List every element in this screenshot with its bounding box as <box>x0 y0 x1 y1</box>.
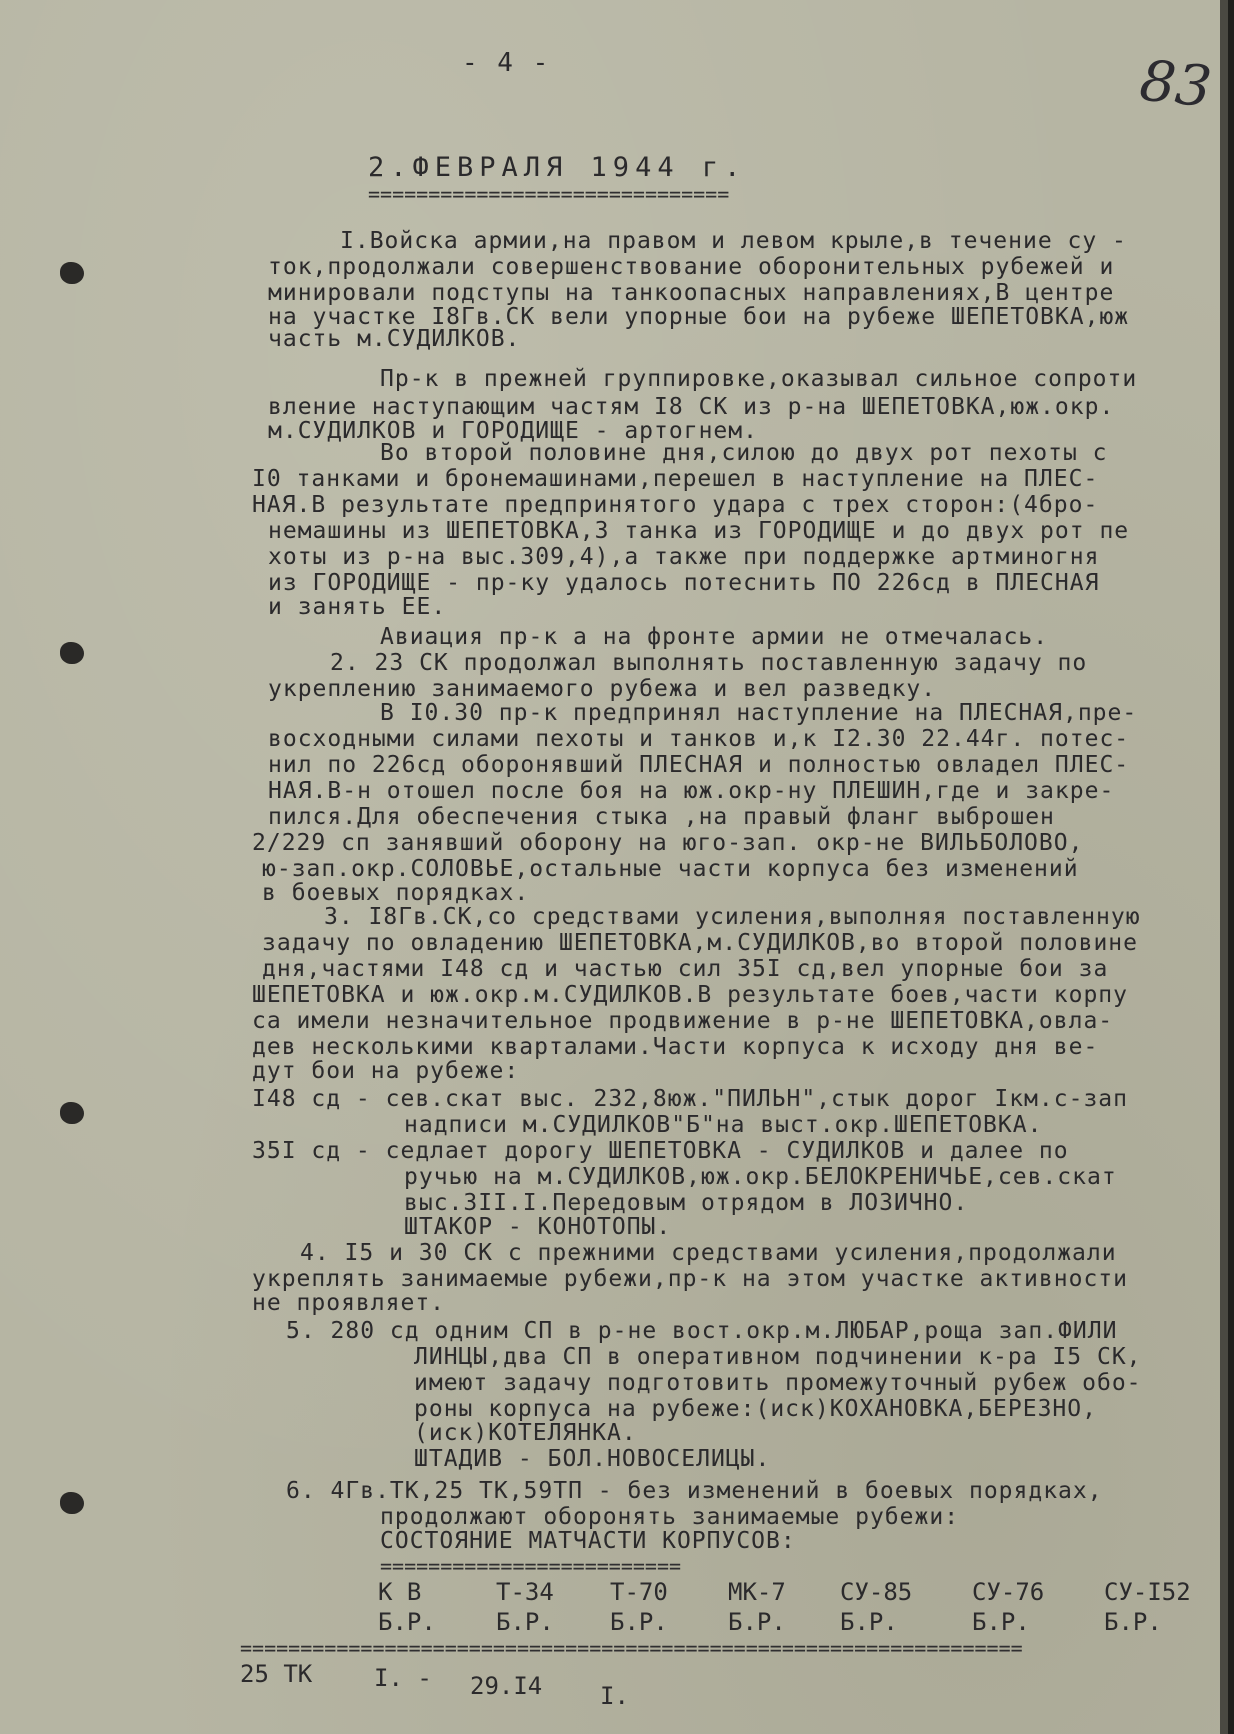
text-line: и занять ЕЕ. <box>268 594 447 620</box>
text-line: укреплять занимаемые рубежи,пр-к на этом участке активности <box>252 1266 1128 1292</box>
page-number: - 4 - <box>462 48 551 78</box>
text-line: 6. 4Гв.ТК,25 ТК,59ТП - без изменений в боевых порядках, <box>286 1478 1103 1504</box>
table-header-row <box>0 1578 1228 1606</box>
text-line: (иск)КОТЕЛЯНКА. <box>414 1420 637 1446</box>
text-line: ЛИНЦЫ,два СП в оперативном подчинении к-ра I5 СК, <box>414 1344 1142 1370</box>
text-line: дня,частями I48 сд и частью сил 35I сд,вел упорные бои за <box>262 956 1109 982</box>
text-line: I0 танками и бронемашинами,перешел в наступление на ПЛЕС- <box>252 466 1099 492</box>
column-header: Т-34 <box>496 1578 554 1606</box>
column-header: СУ-I52 <box>1104 1578 1191 1606</box>
text-line: НАЯ.В-н отошел после боя на юж.окр-ну ПЛЕШИН,где и закре- <box>268 778 1115 804</box>
binding-hole <box>60 262 84 284</box>
text-line: ток,продолжали совершенствование оборонительных рубежей и <box>268 254 1115 280</box>
text-line: Во второй половине дня,силою до двух рот пехоты с <box>380 440 1108 466</box>
text-line: надписи м.СУДИЛКОВ"Б"на выст.окр.ШЕПЕТОВКА. <box>404 1112 1043 1138</box>
text-line: пился.Для обеспечения стыка ,на правый фланг выброшен <box>268 804 1055 830</box>
text-line: минировали подступы на танкоопасных направлениях,В центре <box>268 280 1115 306</box>
column-subheader: Б.Р. <box>496 1608 554 1636</box>
text-line: из ГОРОДИЩЕ - пр-ку удалось потеснить ПО 226сд в ПЛЕСНАЯ <box>268 570 1100 596</box>
text-line: 2/229 сп занявший оборону на юго-зап. окр-не ВИЛЬБОЛОВО, <box>252 830 1084 856</box>
column-header: СУ-85 <box>840 1578 913 1606</box>
text-line: 3. I8Гв.СК,со средствами усиления,выполняя поставленную <box>324 904 1141 930</box>
text-line: 5. 280 сд одним СП в р-не вост.окр.м.ЛЮБАР,роща зап.ФИЛИ <box>286 1318 1118 1344</box>
text-line: роны корпуса на рубеже:(иск)КОХАНОВКА,БЕРЕЗНО, <box>414 1396 1097 1422</box>
text-line: Авиация пр-к а на фронте армии не отмечалась. <box>380 624 1049 650</box>
text-line: имеют задачу подготовить промежуточный рубеж обо- <box>414 1370 1142 1396</box>
archive-sheet-number: 83 <box>1136 48 1215 121</box>
column-header: СУ-76 <box>972 1578 1045 1606</box>
text-line: продолжают оборонять занимаемые рубежи: <box>380 1504 960 1530</box>
binding-hole <box>60 1102 84 1124</box>
column-subheader: Б.Р. <box>378 1608 436 1636</box>
text-line: СОСТОЯНИЕ МАТЧАСТИ КОРПУСОВ: <box>380 1528 796 1554</box>
text-line: не проявляет. <box>252 1290 446 1316</box>
text-line: I48 сд - сев.скат выс. 232,8юж."ПИЛЬН",стык дорог Iкм.с-зап <box>252 1086 1128 1112</box>
column-subheader: Б.Р. <box>728 1608 786 1636</box>
page-edge-shadow <box>1220 0 1228 1734</box>
text-line: восходными силами пехоты и танков и,к I2.30 22.44г. потес- <box>268 726 1130 752</box>
text-line: ШЕПЕТОВКА и юж.окр.м.СУДИЛКОВ.В результате боев,части корпу <box>252 982 1128 1008</box>
column-subheader: Б.Р. <box>840 1608 898 1636</box>
text-line: ю-зап.окр.СОЛОВЬЕ,остальные части корпуса без изменений <box>262 856 1079 882</box>
text-line: выс.3II.I.Передовым отрядом в ЛОЗИЧНО. <box>404 1190 969 1216</box>
text-line: немашины из ШЕПЕТОВКА,3 танка из ГОРОДИЩЕ и до двух рот пе <box>268 518 1130 544</box>
value-cell: I. - <box>374 1664 432 1692</box>
text-line: Пр-к в прежней группировке,оказывал сильное сопроти <box>380 366 1138 392</box>
binding-hole <box>60 1492 84 1514</box>
text-line: дев несколькими кварталами.Части корпуса к исходу дня ве- <box>252 1034 1099 1060</box>
text-line: укреплению занимаемого рубежа и вел разведку. <box>268 676 937 702</box>
text-line: 4. I5 и 30 СК с прежними средствами усиления,продолжали <box>300 1240 1117 1266</box>
text-line: на участке I8Гв.СК вели упорные бои на рубеже ШЕПЕТОВКА,юж <box>268 304 1130 330</box>
column-header: К В <box>378 1578 422 1606</box>
text-line: В I0.30 пр-к предпринял наступление на ПЛЕСНАЯ,пре- <box>380 700 1138 726</box>
text-line: ШТАКОР - КОНОТОПЫ. <box>404 1214 672 1240</box>
text-line: ручью на м.СУДИЛКОВ,юж.окр.БЕЛОКРЕНИЧЬЕ,сев.скат <box>404 1164 1117 1190</box>
column-subheader: Б.Р. <box>1104 1608 1162 1636</box>
text-line: 2. 23 СК продолжал выполнять поставленную задачу по <box>330 650 1088 676</box>
column-subheader: Б.Р. <box>972 1608 1030 1636</box>
text-line: м.СУДИЛКОВ и ГОРОДИЩЕ - артогнем. <box>268 418 758 444</box>
section-underline: ========================= <box>380 1558 682 1574</box>
text-line: вление наступающим частям I8 СК из р-на ШЕПЕТОВКА,юж.окр. <box>268 394 1115 420</box>
heading-underline: ============================== <box>368 186 730 202</box>
text-line: 35I сд - седлает дорогу ШЕПЕТОВКА - СУДИЛКОВ и далее по <box>252 1138 1069 1164</box>
text-line: дут бои на рубеже: <box>252 1058 520 1084</box>
value-cell: 29.I4 <box>470 1672 543 1700</box>
text-line: хоты из р-на выс.309,4),а также при поддержке артминогня <box>268 544 1100 570</box>
unit-cell: 25 ТК <box>240 1660 313 1688</box>
column-subheader: Б.Р. <box>610 1608 668 1636</box>
table-subheader-row <box>0 1608 1228 1636</box>
text-line: нил по 226сд оборонявший ПЛЕСНАЯ и полностью овладел ПЛЕС- <box>268 752 1130 778</box>
column-header: МК-7 <box>728 1578 786 1606</box>
text-line: часть м.СУДИЛКОВ. <box>268 326 521 352</box>
text-line: ШТАДИВ - БОЛ.НОВОСЕЛИЦЫ. <box>414 1446 771 1472</box>
value-cell: I. <box>600 1682 629 1710</box>
table-rule: ================================================================= <box>240 1640 1023 1656</box>
table-row <box>0 1660 1228 1720</box>
text-line: I.Войска армии,на правом и левом крыле,в течение су - <box>340 228 1127 254</box>
binding-hole <box>60 642 84 664</box>
text-line: задачу по овладению ШЕПЕТОВКА,м.СУДИЛКОВ,во второй половине <box>262 930 1138 956</box>
column-header: Т-70 <box>610 1578 668 1606</box>
text-line: НАЯ.В результате предпринятого удара с трех сторон:(4бро- <box>252 492 1099 518</box>
date-heading: 2.ФЕВРАЛЯ 1944 г. <box>368 152 747 183</box>
text-line: са имели незначительное продвижение в р-не ШЕПЕТОВКА,овла- <box>252 1008 1114 1034</box>
text-line: в боевых порядках. <box>262 880 530 906</box>
